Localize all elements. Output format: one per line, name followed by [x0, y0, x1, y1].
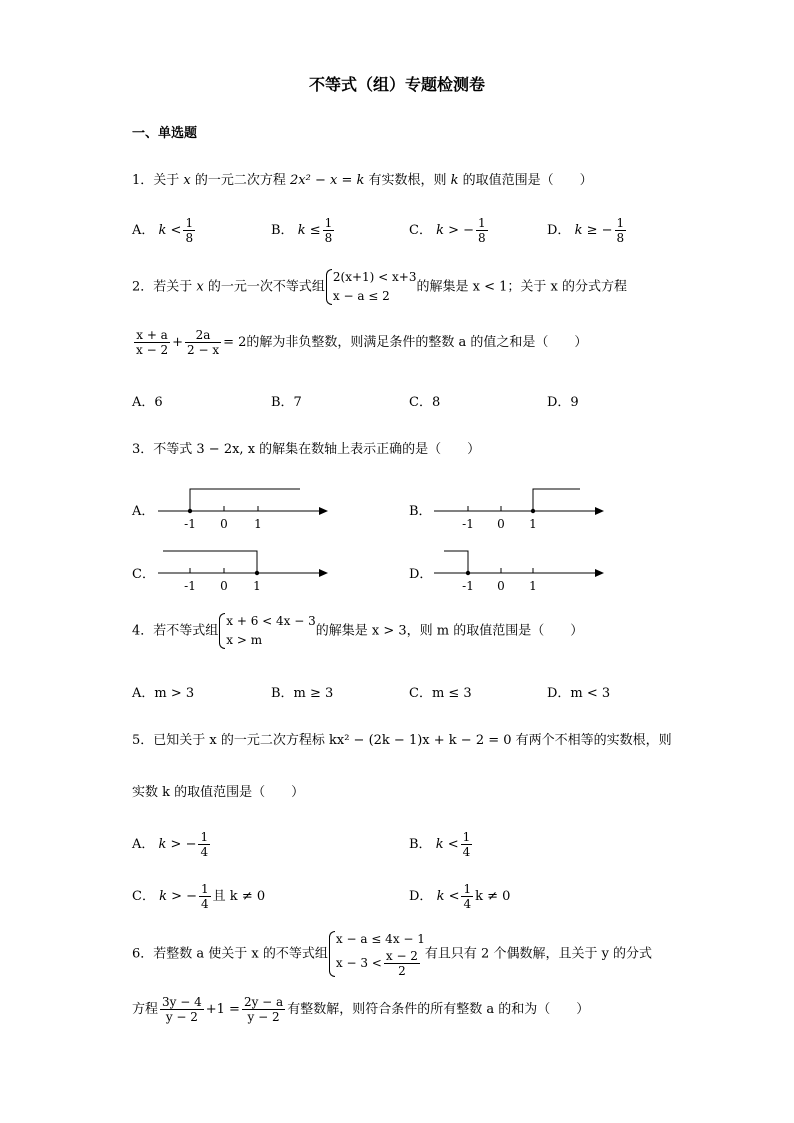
question-3: 3．不等式 3 − 2x, x 的解集在数轴上表示正确的是（ ）	[132, 442, 481, 457]
q4-option-a[interactable]: A．m > 3	[132, 686, 195, 701]
inequality-system: x + 6 < 4x − 3 x > m	[218, 612, 316, 650]
q3-option-d[interactable]: D．	[409, 567, 433, 582]
svg-text:0: 0	[220, 517, 228, 531]
q3-number-line-a	[158, 480, 333, 532]
q2-option-b[interactable]: B．7	[271, 395, 302, 410]
question-4: 4．若不等式组 x + 6 < 4x − 3 x > m 的解集是 x > 3，则 m 的取值范围是（ ）	[132, 612, 583, 650]
q3-option-c[interactable]: C．	[132, 567, 155, 582]
svg-text:1: 1	[529, 517, 537, 531]
svg-text:0: 0	[497, 579, 505, 593]
q5-option-d[interactable]: D． k < $\frac{1}{4}$ k ≠ 0	[409, 882, 511, 911]
q1-option-a[interactable]: A． k < $\frac{1}{8}$	[132, 216, 194, 245]
question-6: 6．若整数 a 使关于 x 的不等式组 x − a ≤ 4x − 1 x − 3 < $\frac{x - 2}{2}$ 有且只有 2 个偶数解，且关于 y 的分式	[132, 932, 653, 978]
q3-option-b[interactable]: B．	[409, 504, 432, 519]
page-title: 不等式（组）专题检测卷	[308, 75, 485, 94]
svg-text:-1: -1	[462, 579, 474, 593]
svg-text:-1: -1	[184, 517, 196, 531]
question-2: 2．若关于 x 的一元一次不等式组 2(x+1) < x+3 x − a ≤ 2 的解集是 x < 1；关于 x 的分式方程	[132, 268, 627, 306]
svg-text:-1: -1	[462, 517, 474, 531]
q3-number-line-d	[434, 542, 609, 594]
svg-text:0: 0	[497, 517, 505, 531]
q3-number-line-b	[434, 480, 609, 532]
question-6-line-2: 方程 $\frac{3y - 4}{y - 2}$ +1 = $\frac{2y - a}{y - 2}$ 有整数解，则符合条件的所有整数 a 的和为（ ）	[132, 995, 590, 1024]
svg-text:-1: -1	[184, 579, 196, 593]
q2-option-c[interactable]: C．8	[409, 395, 441, 410]
q4-option-b[interactable]: B．m ≥ 3	[271, 686, 334, 701]
q3-option-a[interactable]: A．	[132, 504, 155, 519]
q2-option-d[interactable]: D．9	[547, 395, 579, 410]
svg-text:1: 1	[529, 579, 537, 593]
q4-option-d[interactable]: D．m < 3	[547, 686, 611, 701]
svg-text:1: 1	[254, 517, 262, 531]
question-1: 1．关于 x 的一元二次方程 2x² − x = k 有实数根，则 k 的取值范围是（ ）	[132, 173, 593, 188]
question-2-line-2: $\frac{x + a}{x - 2}$ + $\frac{2a}{2 - x}$ = 2的解为非负整数，则满足条件的整数 a 的值之和是（ ）	[136, 328, 588, 357]
svg-text:0: 0	[220, 579, 228, 593]
q1-option-b[interactable]: B． k ≤ $\frac{1}{8}$	[271, 216, 333, 245]
q2-option-a[interactable]: A．6	[132, 395, 163, 410]
inequality-system: x − a ≤ 4x − 1 x − 3 < $\frac{x - 2}{2}$	[328, 930, 425, 978]
q5-option-c[interactable]: C． k > − $\frac{1}{4}$ 且 k ≠ 0	[132, 882, 266, 911]
q1-option-c[interactable]: C． k > − $\frac{1}{8}$	[409, 216, 486, 245]
question-5: 5．已知关于 x 的一元二次方程标 kx² − (2k − 1)x + k − 2 = 0 有两个不相等的实数根，则	[132, 733, 672, 748]
section-heading: 一、单选题	[132, 126, 198, 141]
q4-option-c[interactable]: C．m ≤ 3	[409, 686, 472, 701]
q1-option-d[interactable]: D． k ≥ − $\frac{1}{8}$	[547, 216, 625, 245]
question-5-line-2: 实数 k 的取值范围是（ ）	[132, 785, 305, 800]
q5-option-a[interactable]: A． k > − $\frac{1}{4}$	[132, 830, 209, 859]
q5-option-b[interactable]: B． k < $\frac{1}{4}$	[409, 830, 471, 859]
q3-number-line-c	[158, 542, 333, 594]
inequality-system: 2(x+1) < x+3 x − a ≤ 2	[325, 268, 417, 306]
svg-text:1: 1	[253, 579, 261, 593]
